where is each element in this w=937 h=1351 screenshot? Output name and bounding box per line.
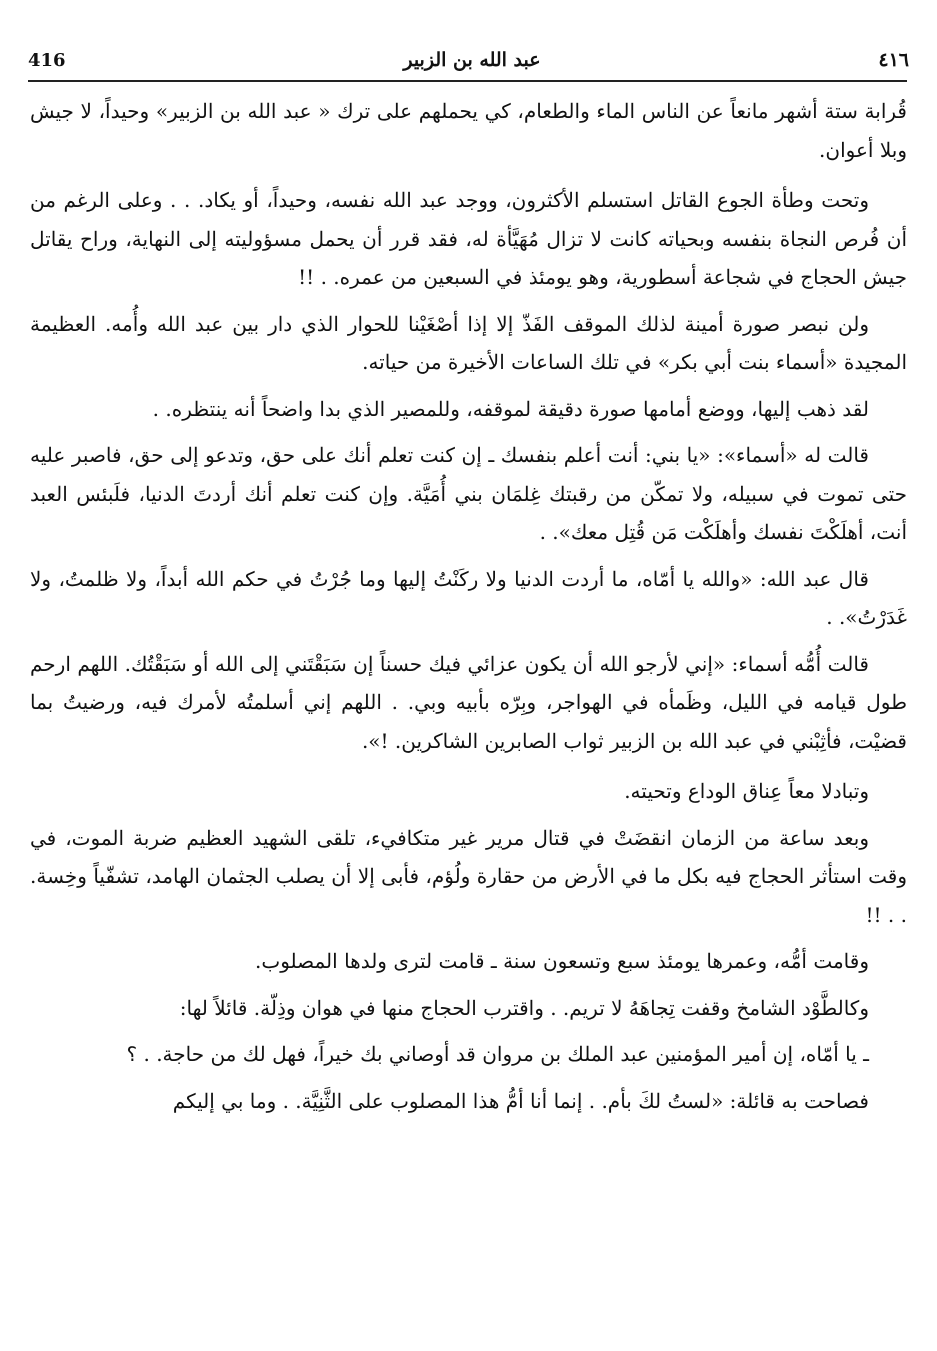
- paragraph: ولن نبصر صورة أمينة لذلك الموقف الفَذّ إلا إذا أصْغَيْنا للحوار الذي دار بين عبد الله وأُمه. العظيمة المجيدة «أسماء بنت أبي بكر» في تلك الساعات الأخيرة من حياته.: [30, 311, 907, 374]
- paragraph: فصاحت به قائلة: «لستُ لكَ بأم. . إنما أنا أمُّ هذا المصلوب على الثَّنِيَّة. . وما بي إليكم: [172, 1088, 869, 1113]
- paragraph: قالت أُمُّه أسماء: «إني لأرجو الله أن يكون عزائي فيك حسناً إن سَبَقْتَني إلى الله أو سَبَقْتُك. اللهم ارحم طول قيامه في الليل، وظَمأه في الهواجر، وبِرّه بأبيه وبي. . اللهم إني أسلمتُه لأمرك فيه، ورضيتُ بما قضيْت، فأثِبْني في عبد الله بن الزبير ثواب الصابرين الشاكرين. !».: [30, 651, 907, 753]
- page-number-latin: 416: [28, 49, 66, 71]
- paragraph: وتحت وطأة الجوع القاتل استسلم الأكثرون، ووجد عبد الله نفسه، وحيداً، أو يكاد. . . وعلى الرغم من أن فُرص النجاة بنفسه وبحياته كانت لا تزال مُهَيَّأة له، فقد قرر أن يحمل مسؤوليته إلى النهاية، وراح يقاتل جيش الحجاج في شجاعة أسطورية، وهو يومئذ في السبعين من عمره. . !!: [30, 188, 907, 289]
- page-body: [30, 92, 907, 1321]
- paragraph: ـ يا أمّاه، إن أمير المؤمنين عبد الملك بن مروان قد أوصاني بك خيراً، فهل لك من حاجة. . ؟: [126, 1042, 869, 1066]
- paragraph: لقد ذهب إليها، ووضع أمامها صورة دقيقة لموقفه، وللمصير الذي بدا واضحاً أنه ينتظره. .: [152, 396, 869, 421]
- paragraph: وكالطَّوْد الشامخ وقفت تِجاهَهُ لا تريم. . واقترب الحجاج منها في هوان وذِلّة. قائلاً لها:: [179, 995, 869, 1020]
- page-header: [28, 44, 909, 76]
- paragraph: وبعد ساعة من الزمان انقضَتْ في قتال مرير غير متكافيء، تلقى الشهيد العظيم ضربة الموت، في وقت استأثر الحجاج فيه بكل ما في الأرض من حقارة ولُؤم، فأبى إلا أن يصلب الجثمان الهامد، تشفّياً وخِسة. . . !!: [30, 825, 907, 927]
- paragraph: وقامت أمُّه، وعمرها يومئذ سبع وتسعون سنة ـ قامت لترى ولدها المصلوب.: [255, 949, 869, 973]
- paragraph: وتبادلا معاً عِناق الوداع وتحيته.: [624, 779, 869, 803]
- paragraph: قُرابة ستة أشهر مانعاً عن الناس الماء والطعام، كي يحملهم على ترك « عبد الله بن الزبير» وحيداً، لا جيش وبلا أعوان.: [30, 99, 907, 162]
- running-title: عبد الله بن الزبير: [403, 49, 541, 71]
- header-rule: [28, 80, 907, 82]
- paragraph: قال عبد الله: «والله يا أمّاه، ما أردت الدنيا ولا ركَنْتُ إليها وما جُرْتُ في حكم الله أبداً، ولا ظلمتُ، ولا غَدَرْتُ». .: [30, 566, 907, 629]
- page-number-arabic: ٤١٦: [878, 49, 909, 71]
- paragraph: قالت له «أسماء»: «يا بني: أنت أعلم بنفسك ـ إن كنت تعلم أنك على حق، وتدعو إلى حق، فاصبر عليه حتى تموت في سبيله، ولا تمكّن من رقبتك غِلمَان بني أُمَيَّة. وإن كنت تعلم أنك أردتَ الدنيا، فلَبئس العبد أنت، أهلَكْتَ نفسك وأهلَكْت مَن قُتِل معك». .: [30, 443, 907, 544]
